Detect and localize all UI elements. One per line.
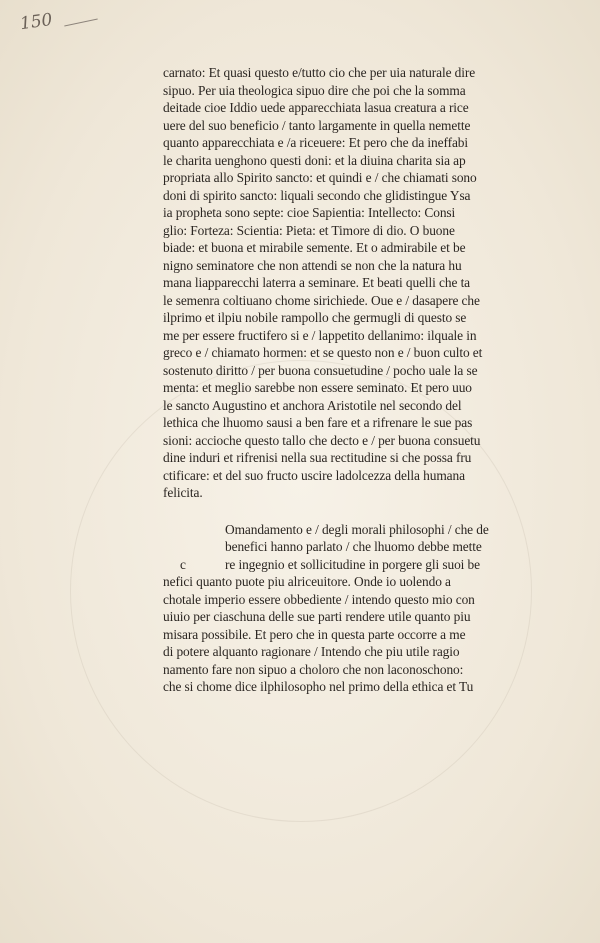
folio-number: 150: [18, 9, 54, 35]
text-line: le charita uenghono questi doni: et la diuina charita sia ap: [163, 152, 466, 168]
marginal-letter: c: [180, 557, 186, 572]
text-line: sostenuto diritto / per buona consuetudine / pocho uale la se: [163, 362, 478, 378]
text-line: benefici hanno parlato / che lhuomo debbe mette: [225, 539, 482, 554]
text-line: doni di spirito sancto: liquali secondo che glidistingue Ysa: [163, 187, 471, 203]
text-line: re ingegnio et sollicitudine in porgere gli suoi be: [225, 556, 480, 572]
text-line: uiuio per ciaschuna delle sue parti rendere utile quanto piu: [163, 609, 471, 624]
text-line: lethica che lhuomo sausi a ben fare et a rifrenare le sue pas: [163, 415, 473, 430]
text-line: di potere alquanto ragionare / Intendo che piu utile ragio: [163, 644, 460, 659]
text-line: le sancto Augustino et anchora Aristotile nel secondo del: [163, 397, 462, 413]
folio-pen-stroke: [64, 18, 97, 26]
text-line: nigno seminatore che non attendi se non che la natura hu: [163, 257, 462, 273]
text-line: me per essere fructifero si e / lappetito dellanimo: ilquale in: [163, 327, 477, 343]
text-line: menta: et meglio sarebbe non essere seminato. Et pero uuo: [163, 380, 472, 395]
paragraph-2: [163, 521, 560, 696]
text-line: propriata allo Spirito sancto: et quindi e / che chiamati sono: [163, 170, 477, 185]
text-line: greco e / chiamato hormen: et se questo non e / buon culto et: [163, 345, 483, 360]
text-line: glio: Forteza: Scientia: Pieta: et Timore di dio. O buone: [163, 222, 455, 238]
text-line: ia propheta sono septe: cioe Sapientia: Intellecto: Consi: [163, 205, 456, 220]
text-line: nefici quanto puote piu alriceuitore. Onde io uolendo a: [163, 574, 451, 589]
text-line: sioni: accioche questo tallo che decto e / per buona consuetu: [163, 432, 481, 448]
text-line: mana liapparecchi laterra a seminare. Et beati quelli che ta: [163, 275, 471, 290]
text-line: che si chome dice ilphilosopho nel primo della ethica et Tu: [163, 679, 474, 694]
text-line: deitade cioe Iddio uede apparecchiata lasua creatura a rice: [163, 100, 469, 115]
text-line: le semenra coltiuano chome sirichiede. Oue e / dasapere che: [163, 292, 480, 308]
text-line: misara possibile. Et pero che in questa parte occorre a me: [163, 626, 466, 642]
text-line: ilprimo et ilpiu nobile rampollo che germugli di questo se: [163, 310, 467, 325]
text-line: chotale imperio essere obbediente / intendo questo mio con: [163, 591, 475, 607]
text-line: dine induri et rifrenisi nella sua rectitudine si che possa fru: [163, 450, 472, 465]
text-line: Omandamento e / degli morali philosophi / che de: [225, 521, 489, 537]
paragraph-1: [163, 64, 560, 502]
text-line: carnato: Et quasi questo e/tutto cio che per uia naturale dire: [163, 65, 476, 80]
text-line: ctificare: et del suo fructo uscire ladolcezza della humana: [163, 467, 465, 483]
text-line: quanto apparecchiata e /a riceuere: Et pero che da ineffabi: [163, 135, 469, 150]
text-line: sipuo. Per uia theologica sipuo dire che poi che la somma: [163, 82, 466, 98]
text-line: namento fare non sipuo a choloro che non laconoschono:: [163, 661, 464, 677]
text-block: [163, 64, 560, 696]
text-line: biade: et buona et mirabile semente. Et o admirabile et be: [163, 240, 466, 255]
text-line: uere del suo beneficio / tanto largamente in quella nemette: [163, 117, 471, 133]
text-line: felicita.: [163, 485, 203, 500]
